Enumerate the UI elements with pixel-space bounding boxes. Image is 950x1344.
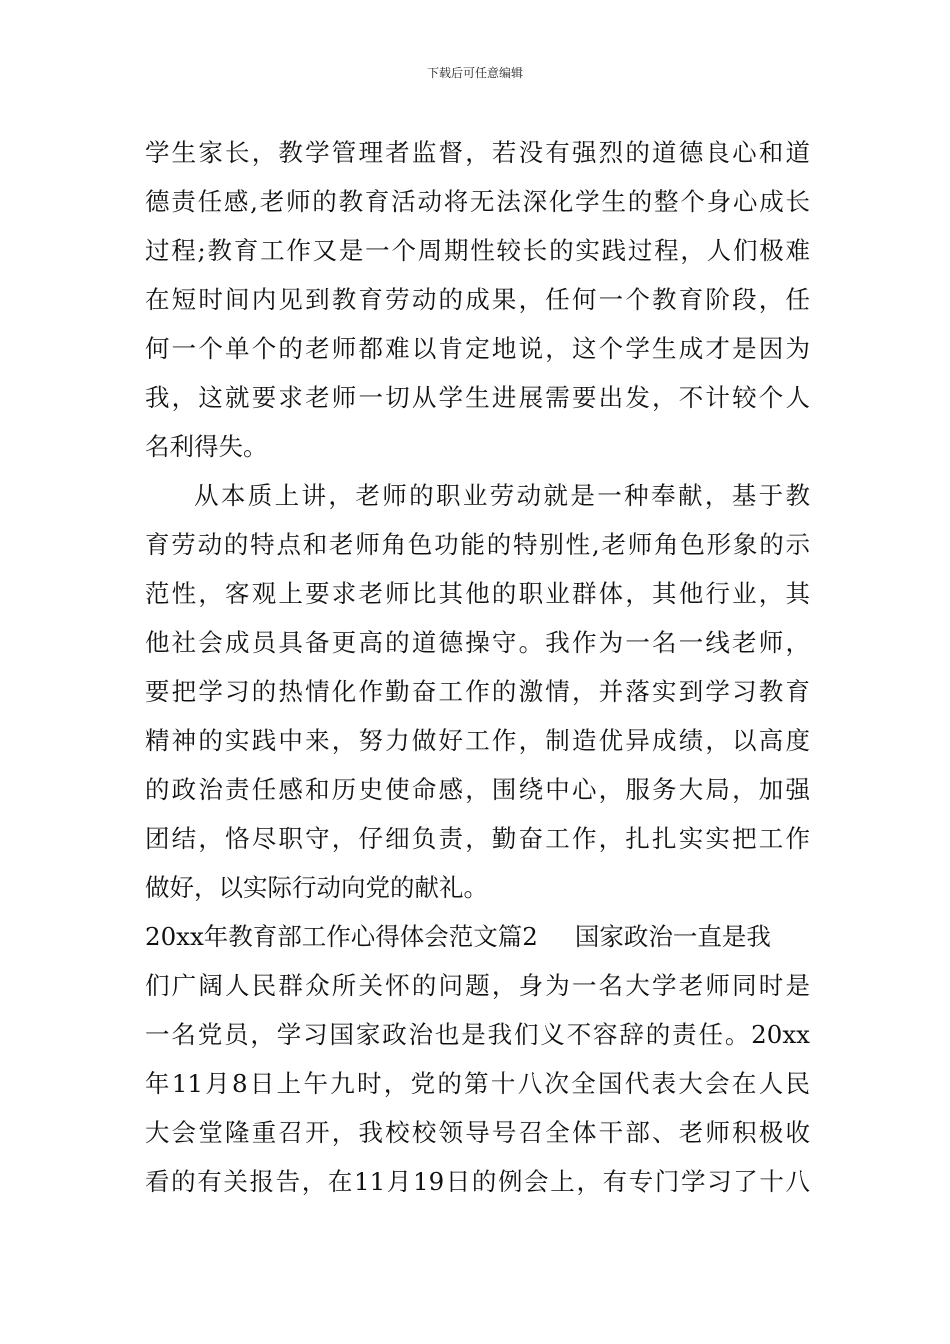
text-line: 团结，恪尽职守，仔细负责，勤奋工作，扎扎实实把工作 xyxy=(145,824,810,853)
text-line: 何一个单个的老师都难以肯定地说，这个学生成才是因为 xyxy=(145,334,810,363)
text-line: 年11月8日上午九时，党的第十八次全国代表大会在人民 xyxy=(145,1069,810,1098)
text-line: 范性，客观上要求老师比其他的职业群体，其他行业，其 xyxy=(145,579,810,608)
text-line: 德责任感,老师的教育活动将无法深化学生的整个身心成长 xyxy=(145,187,810,216)
text-line: 做好，以实际行动向党的献礼。 xyxy=(145,873,488,902)
text-line: 过程;教育工作又是一个周期性较长的实践过程，人们极难 xyxy=(145,236,810,265)
text-line: 看的有关报告，在11月19日的例会上，有专门学习了十八 xyxy=(145,1167,810,1196)
text-line: 他社会成员具备更高的道德操守。我作为一名一线老师， xyxy=(145,628,810,657)
paragraph-1 xyxy=(145,128,810,471)
section-heading-line xyxy=(145,912,810,961)
text-line: 从本质上讲，老师的职业劳动就是一种奉献，基于教 xyxy=(194,481,810,510)
text-line: 的政治责任感和历史使命感，围绕中心，服务大局，加强 xyxy=(145,775,810,804)
text-line: 大会堂隆重召开，我校校领导号召全体干部、老师积极收 xyxy=(145,1118,810,1147)
text-line: 精神的实践中来，努力做好工作，制造优异成绩，以高度 xyxy=(145,726,810,755)
text-line: 要把学习的热情化作勤奋工作的激情，并落实到学习教育 xyxy=(145,677,810,706)
text-line: 名利得失。 xyxy=(145,432,268,461)
text-line: 我，这就要求老师一切从学生进展需要出发，不计较个人 xyxy=(145,383,810,412)
document-body xyxy=(145,128,810,1206)
text-line: 们广阔人民群众所关怀的问题，身为一名大学老师同时是 xyxy=(145,971,810,1000)
section-first-line-text: 国家政治一直是我 xyxy=(574,922,771,951)
text-line: 学生家长，教学管理者监督，若没有强烈的道德良心和道 xyxy=(145,138,810,167)
text-line: 一名党员，学习国家政治也是我们义不容辞的责任。20xx xyxy=(145,1020,810,1049)
text-line: 在短时间内见到教育劳动的成果，任何一个教育阶段，任 xyxy=(145,285,810,314)
page-header-note: 下载后可任意编辑 xyxy=(426,66,523,80)
section-2 xyxy=(145,912,810,1206)
section-title: 20xx年教育部工作心得体会范文篇2 xyxy=(145,922,538,951)
text-line: 育劳动的特点和老师角色功能的特别性,老师角色形象的示 xyxy=(145,530,810,559)
paragraph-2 xyxy=(145,471,810,912)
